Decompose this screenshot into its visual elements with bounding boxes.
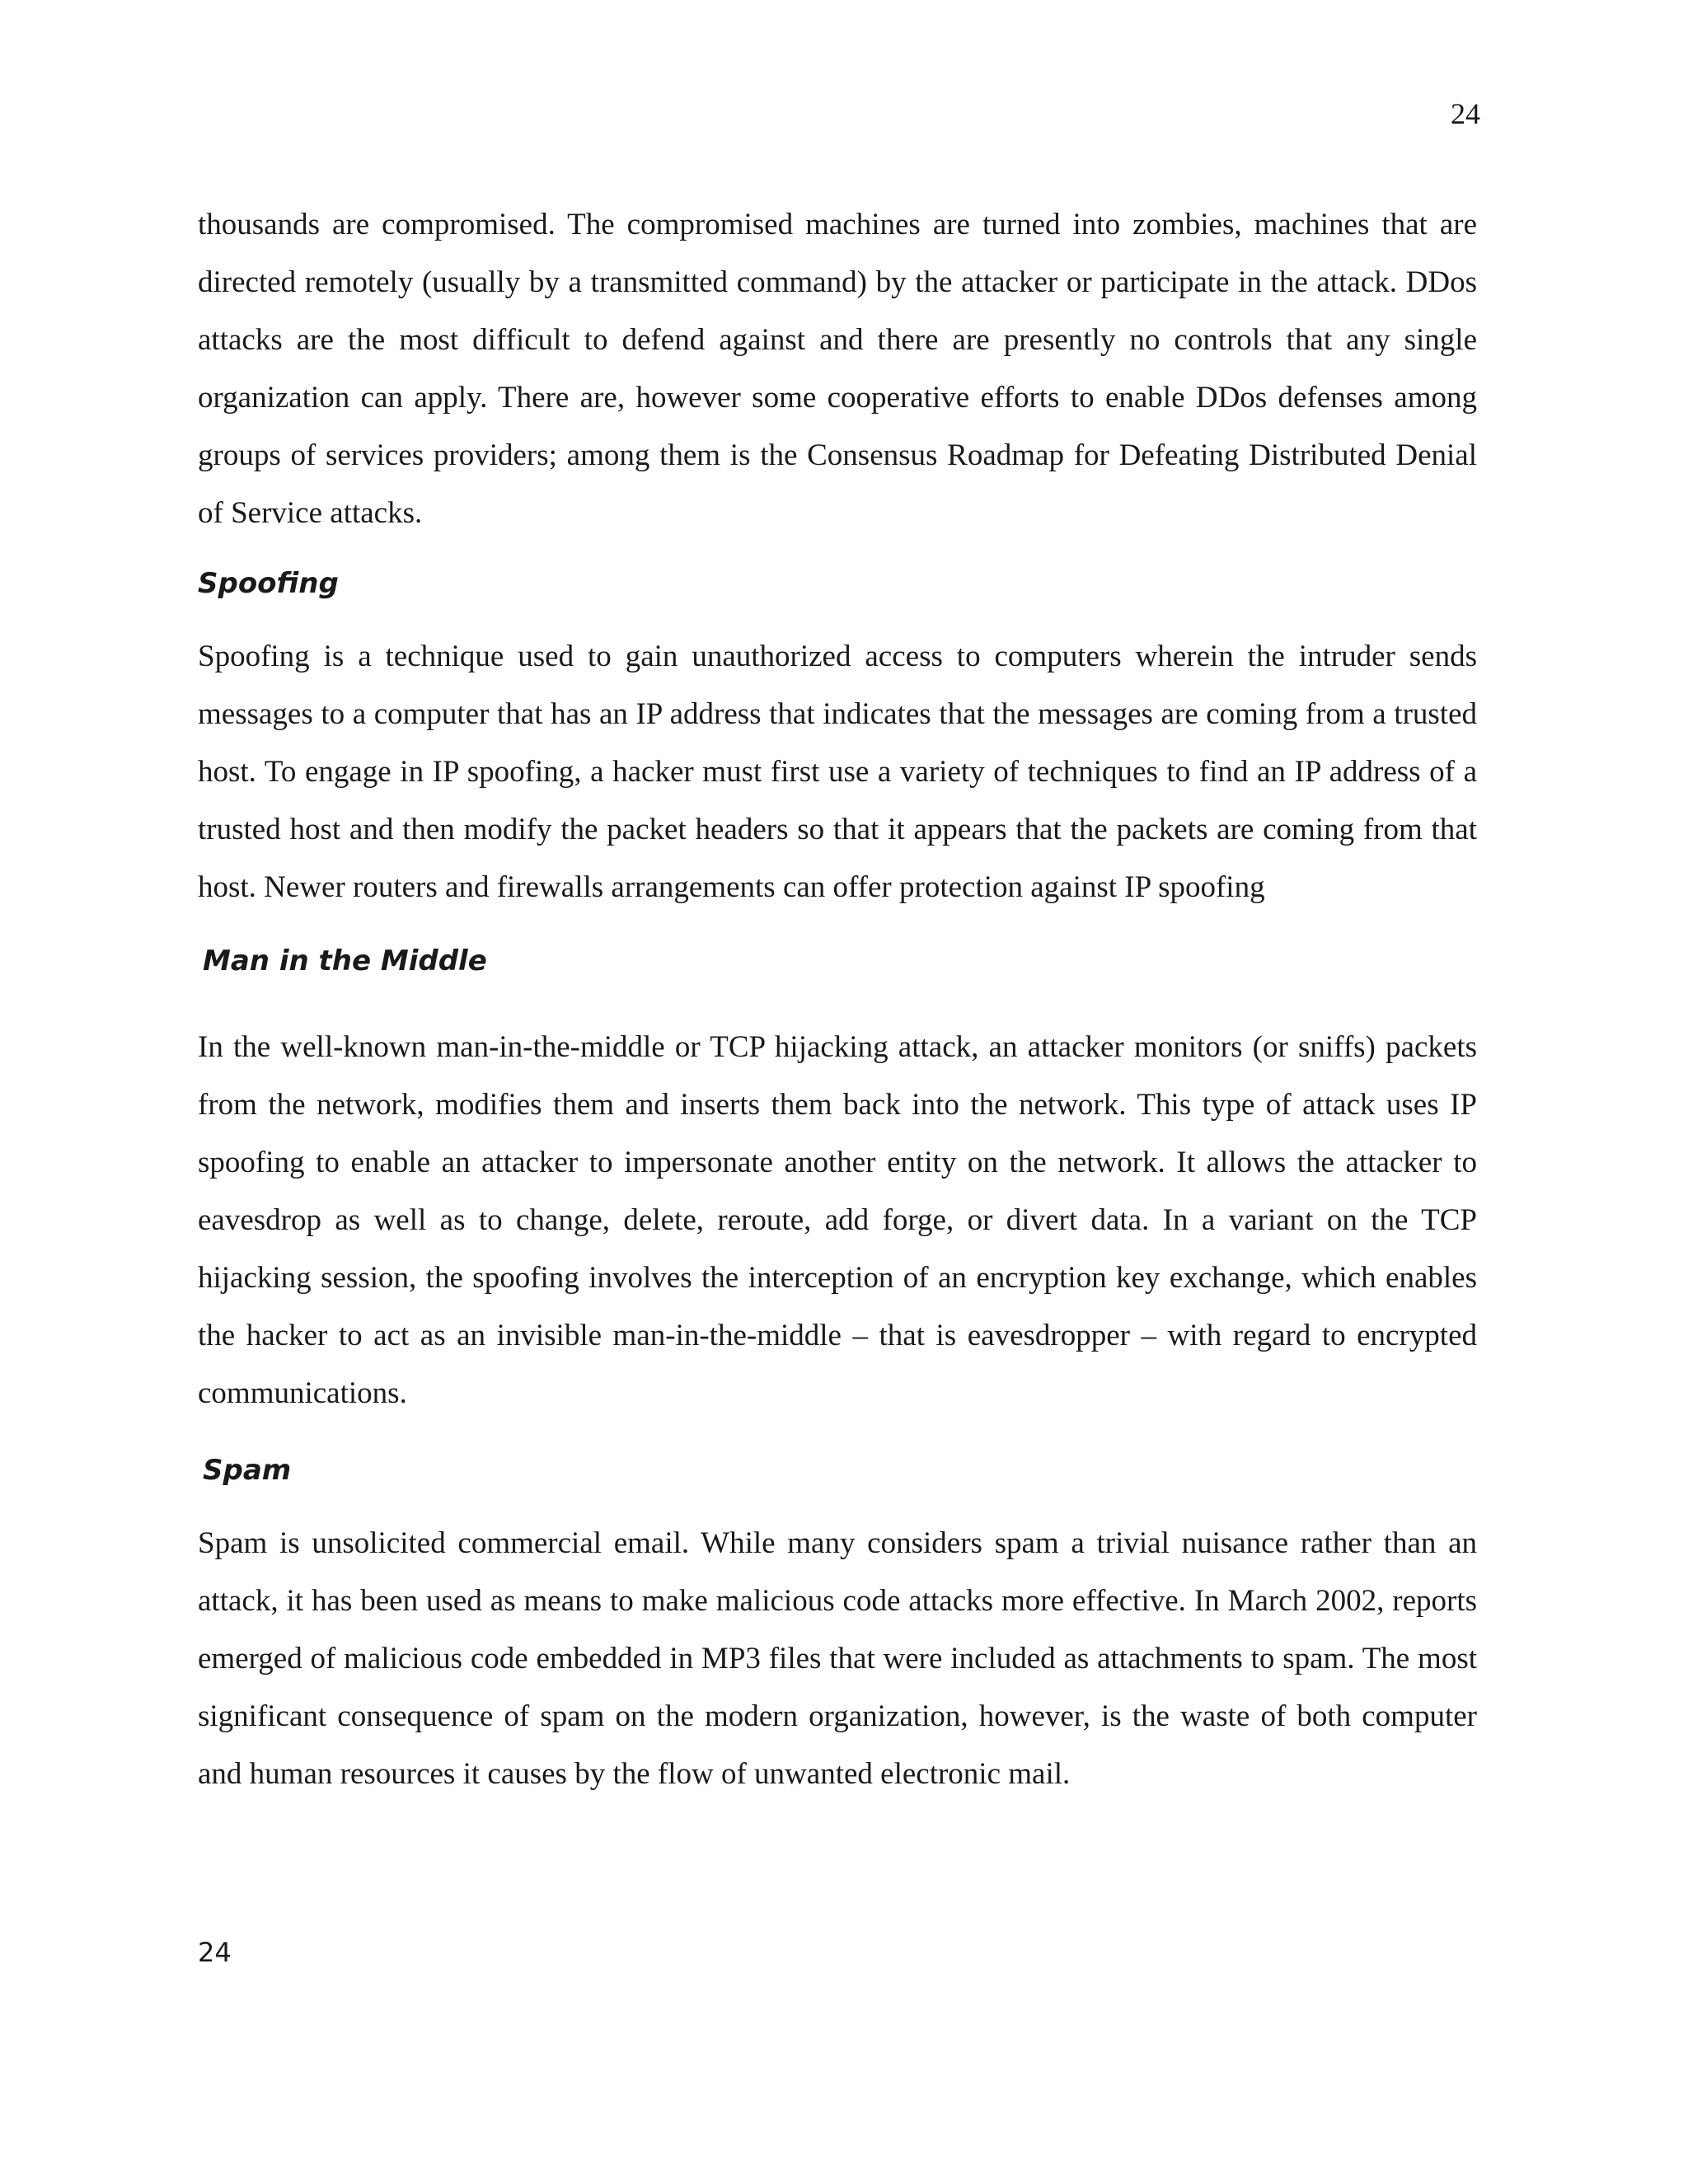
spoofing-paragraph: Spoofing is a technique used to gain unauthorized access to computers wherein the intruder sends messages to a computer that has an IP address that indicates that the messages are coming from a trusted host. To engage in IP spoofing, a hacker must first use a variety of techniques to find an IP address of a trusted host and then modify the packet headers so that it appears that the packets are coming from that host. Newer routers and firewalls arrangements can offer protection against IP spoofing	[198, 640, 1477, 904]
section-heading-man-in-the-middle: Man in the Middle	[203, 944, 487, 977]
section-heading-spam: Spam	[203, 1454, 292, 1487]
spam-paragraph: Spam is unsolicited commercial email. While many considers spam a trivial nuisance rather than an attack, it has been used as means to make malicious code attacks more effective. In March 2002, reports emerged of malicious code embedded in MP3 files that were included as attachments to spam. The most significant consequence of spam on the modern organization, however, is the waste of both computer and human resources it causes by the flow of unwanted electronic mail.	[198, 1526, 1477, 1791]
document-body	[198, 196, 1477, 1803]
man-in-the-middle-paragraph: In the well-known man-in-the-middle or TCP hijacking attack, an attacker monitors (or sniffs) packets from the network, modifies them and inserts them back into the network. This type of attack uses IP spoofing to enable an attacker to impersonate another entity on the network. It allows the attacker to eavesdrop as well as to change, delete, reroute, add forge, or divert data. In a variant on the TCP hijacking session, the spoofing involves the interception of an encryption key exchange, which enables the hacker to act as an invisible man-in-the-middle – that is eavesdropper – with regard to encrypted communications.	[198, 1030, 1477, 1410]
page-number-header: 24	[1451, 97, 1480, 130]
section-heading-spoofing: Spoofing	[198, 567, 339, 600]
page-number-footer: 24	[198, 1937, 232, 1968]
intro-paragraph: thousands are compromised. The compromised machines are turned into zombies, machines that are directed remotely (usually by a transmitted command) by the attacker or participate in the attack. DDos attacks are the most difficult to defend against and there are presently no controls that any single organization can apply. There are, however some cooperative efforts to enable DDos defenses among groups of services providers; among them is the Consensus Roadmap for Defeating Distributed Denial of Service attacks.	[198, 208, 1477, 530]
